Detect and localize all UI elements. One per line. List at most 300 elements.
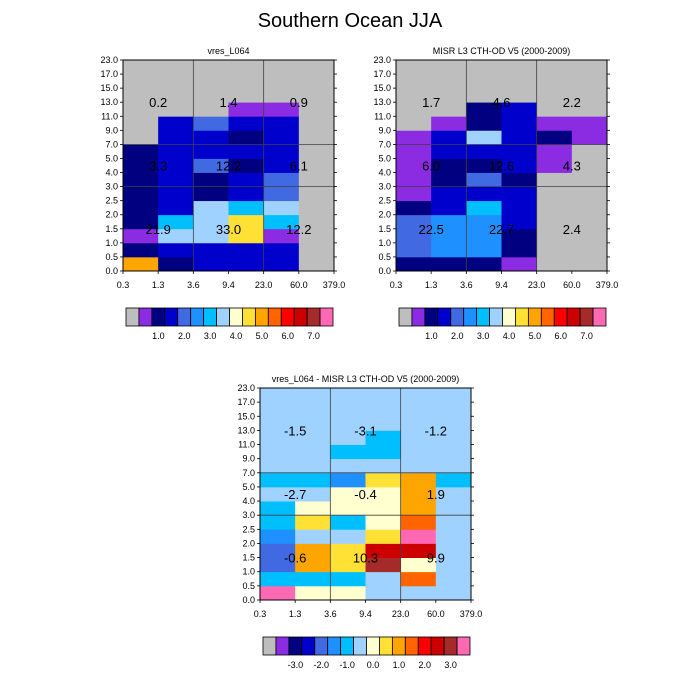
x-tick-label: 9.4 [222,280,235,290]
x-tick-label: 3.6 [324,609,337,619]
heatmap-cell [295,445,331,460]
heatmap-cell [264,116,300,130]
colorbar-label: -1.0 [339,660,355,670]
heatmap-cell [330,402,366,417]
colorbar-box [165,308,178,326]
heatmap-cell [193,201,229,215]
heatmap-cell [229,201,265,215]
colorbar-box [515,308,528,326]
heatmap-cell [537,74,573,88]
heatmap-cell [260,459,296,474]
heatmap-cell [436,572,472,587]
heatmap-cell [123,243,159,257]
y-tick-label: 9.0 [378,125,391,136]
colorbar-box [503,308,516,326]
colorbar-label: 5.0 [528,331,542,341]
heatmap-cell [123,187,159,201]
group-value-label: -0.4 [354,487,377,502]
y-tick-label: 0.5 [105,251,118,262]
group-value-label: 6.0 [422,158,441,174]
heatmap-cell [396,60,432,74]
heatmap-cell [229,130,265,144]
y-tick-label: 23.0 [373,55,391,65]
y-tick-label: 5.0 [378,153,391,164]
heatmap-cell [366,388,402,403]
heatmap-cell [193,243,229,257]
y-tick-label: 17.0 [237,397,255,408]
colorbar-box [152,308,165,326]
group-value-label: -1.2 [424,423,448,439]
heatmap-cell [193,257,229,271]
group-value-label: 1.7 [422,95,441,111]
heatmap-cell [396,201,432,215]
heatmap-cell [436,501,472,516]
heatmap-cell [401,473,437,488]
group-value-label: -3.1 [354,423,377,439]
y-tick-label: 3.0 [378,181,391,192]
heatmap-cell [572,74,608,88]
heatmap-cell [396,144,432,158]
heatmap-cell [466,257,502,271]
heatmap-cell [502,116,538,130]
heatmap-cell [158,173,194,187]
heatmap-cell [466,116,502,130]
colorbar-box [425,308,438,326]
group-value-label: 0.9 [289,95,308,111]
heatmap-cell [431,116,467,130]
y-tick-label: 7.0 [105,139,118,150]
colorbar-box [392,637,405,655]
heatmap-cell [572,243,608,257]
heatmap-cell [401,515,437,530]
group-value-label: 4.3 [562,158,581,174]
colorbar-box [379,637,392,655]
y-tick-label: 2.5 [378,195,391,206]
heatmap-cell [158,130,194,144]
colorbar-box [367,637,380,655]
heatmap-cell [431,201,467,215]
heatmap-cell [330,572,366,587]
heatmap-cell [502,74,538,88]
heatmap-cell [330,445,366,460]
heatmap-cell [295,402,331,417]
colorbar-box [412,308,425,326]
colorbar-box [139,308,152,326]
heatmap-cell [264,257,300,271]
panel-title: vres_L064 [207,46,250,56]
colorbar-box [354,637,367,655]
group-value-label: 22.7 [488,221,515,237]
heatmap-cell [502,60,538,74]
colorbar-box [204,308,217,326]
group-value-label: 2.2 [562,95,581,111]
heatmap-cell [123,257,159,271]
y-tick-label: 3.0 [105,181,118,192]
y-tick-label: 0.0 [242,595,255,605]
heatmap-cell [396,116,432,130]
y-tick-label: 0.5 [242,580,255,591]
colorbar-box [276,637,289,655]
heatmap-cell [299,257,335,271]
colorbar-box [554,308,567,326]
colorbar-box [464,308,477,326]
heatmap-cell [537,257,573,271]
heatmap-cell [502,187,538,201]
x-tick-label: 23.0 [527,280,546,290]
heatmap-cell [193,144,229,158]
y-tick-label: 5.0 [105,153,118,164]
colorbar-box [302,637,315,655]
heatmap-cell [431,60,467,74]
colorbar-label: 1.0 [392,660,406,670]
heatmap-cell [401,402,437,417]
y-tick-label: 9.0 [105,125,118,136]
colorbar-box [541,308,554,326]
colorbar [126,308,333,341]
heatmap-cell [436,445,472,460]
heatmap-cell [123,116,159,130]
x-tick-label: 1.3 [424,280,438,290]
y-tick-label: 2.5 [105,195,118,206]
y-tick-label: 23.0 [100,55,118,65]
heatmap-cell [366,501,402,516]
colorbar-label: 6.0 [281,331,294,341]
heatmap-cell [193,74,229,88]
colorbar-label: 3.0 [476,331,490,341]
heatmap-cell [264,201,300,215]
colorbar-label: 1.0 [152,331,165,341]
y-tick-label: 2.0 [105,209,118,220]
heatmap-cell [158,116,194,130]
heatmap-cell [466,187,502,201]
group-value-label: 3.3 [149,158,168,174]
panel-3 [237,374,482,670]
heatmap-cell [193,173,229,187]
heatmap-cell [299,201,335,215]
heatmap-cell [193,60,229,74]
heatmap-cell [401,501,437,516]
y-tick-label: 2.0 [242,538,255,549]
y-tick-label: 4.0 [378,167,391,178]
heatmap-cell [431,243,467,257]
y-tick-label: 1.0 [105,237,118,248]
heatmap-cell [466,243,502,257]
heatmap-cell [123,201,159,215]
colorbar-label: 4.0 [502,331,516,341]
heatmap-cell [264,243,300,257]
colorbar-box [315,637,328,655]
colorbar-box [457,637,470,655]
colorbar-label: 3.0 [203,331,217,341]
y-tick-label: 7.0 [378,139,391,150]
y-tick-label: 1.5 [105,223,118,234]
heatmap-cell [260,529,296,544]
y-tick-label: 1.0 [378,237,391,248]
heatmap-cell [229,187,265,201]
heatmap-cell [572,130,608,144]
x-tick-label: 0.3 [253,609,267,619]
group-value-label: 2.4 [562,221,581,237]
colorbar-box [528,308,541,326]
colorbar-box [281,308,294,326]
heatmap-cell [366,402,402,417]
heatmap-cell [299,130,335,144]
heatmap-cell [436,473,472,488]
y-tick-label: 17.0 [373,69,391,80]
heatmap-cell [299,60,335,74]
y-tick-label: 11.0 [374,111,391,122]
heatmap-cell [366,459,402,474]
x-tick-label: 379.0 [459,609,483,619]
panel-title: MISR L3 CTH-OD V5 (2000-2009) [432,46,571,56]
heatmap-cell [366,515,402,530]
heatmap-cell [330,529,366,544]
x-tick-label: 9.4 [495,280,508,290]
heatmap-cell [260,388,296,403]
group-value-label: 10.3 [352,550,379,566]
heatmap-cell [466,74,502,88]
x-tick-label: 3.6 [460,280,473,290]
heatmap-cell [229,243,265,257]
group-value-label: 4.6 [492,95,511,111]
x-tick-label: 60.0 [563,280,581,290]
heatmap-cell [260,402,296,417]
y-tick-label: 13.0 [373,97,391,108]
group-value-label: -1.5 [283,423,307,439]
y-tick-label: 3.0 [242,510,255,521]
heatmap-cell [537,116,573,130]
heatmap-cell [436,459,472,474]
heatmap-cell [366,572,402,587]
colorbar-box [593,308,606,326]
heatmap-cell [229,60,265,74]
heatmap-cell [330,501,366,516]
heatmap-cell [330,586,366,601]
y-tick-label: 4.0 [242,496,255,507]
group-value-label: 12.2 [215,158,242,174]
heatmap-cell [158,187,194,201]
y-tick-label: 17.0 [100,69,118,80]
colorbar-box [217,308,230,326]
heatmap-cell [431,257,467,271]
heatmap-cell [537,60,573,74]
heatmap-cell [396,74,432,88]
heatmap-cell [537,187,573,201]
heatmap-cell [396,130,432,144]
heatmap-cell [502,243,538,257]
colorbar-label: 7.0 [580,331,593,341]
heatmap-cell [366,586,402,601]
heatmap-cell [295,473,331,488]
heatmap-cell [502,130,538,144]
heatmap-cell [260,445,296,460]
heatmap-cell [193,187,229,201]
heatmap-cell [401,586,437,601]
y-tick-label: 1.5 [378,223,391,234]
heatmap-cell [229,257,265,271]
heatmap-cell [330,388,366,403]
heatmap-cell [123,130,159,144]
heatmap-cell [295,388,331,403]
group-value-label: 0.2 [149,95,168,111]
colorbar-box [320,308,333,326]
x-tick-label: 60.0 [427,609,445,619]
heatmap-cell [229,74,265,88]
heatmap-cell [330,515,366,530]
group-value-label: 12.6 [488,158,515,174]
heatmap-cell [264,187,300,201]
heatmap-cell [502,201,538,215]
group-value-label: 21.9 [145,221,171,237]
colorbar-box [341,637,354,655]
colorbar-label: -2.0 [313,660,329,670]
heatmap-cell [401,388,437,403]
colorbar-box [328,637,341,655]
y-tick-label: 23.0 [237,383,255,393]
heatmap-cell [264,144,300,158]
heatmap-cell [158,60,194,74]
colorbar-box [431,637,444,655]
heatmap-cell [299,187,335,201]
heatmap-cell [260,586,296,601]
heatmap-cell [401,529,437,544]
heatmap-cell [229,173,265,187]
colorbar-box [405,637,418,655]
heatmap-cell [572,60,608,74]
colorbar-box [191,308,204,326]
heatmap-cell [401,459,437,474]
y-tick-label: 4.0 [105,167,118,178]
x-tick-label: 1.3 [151,280,165,290]
heatmap-cell [264,74,300,88]
y-tick-label: 2.5 [242,524,255,535]
colorbar-box [255,308,268,326]
heatmap-cell [436,388,472,403]
heatmap-cell [158,257,194,271]
heatmap-cell [431,187,467,201]
colorbar-label: 2.0 [450,331,464,341]
group-value-label: 6.1 [289,158,308,174]
heatmap-cell [436,586,472,601]
heatmap-cell [466,144,502,158]
colorbar-box [230,308,243,326]
heatmap-cell [436,515,472,530]
heatmap-cell [537,173,573,187]
heatmap-cell [264,173,300,187]
heatmap-cell [299,74,335,88]
heatmap-cell [260,473,296,488]
heatmap-cell [466,173,502,187]
heatmap-cell [537,130,573,144]
colorbar-box [289,637,302,655]
heatmap-cell [299,144,335,158]
heatmap-cell [295,459,331,474]
heatmap-cell [572,187,608,201]
colorbar-box [438,308,451,326]
group-value-label: -0.6 [283,550,307,566]
colorbar-box [580,308,593,326]
heatmap-cell [396,243,432,257]
colorbar-box [451,308,464,326]
heatmap-cell [502,257,538,271]
x-tick-label: 379.0 [595,280,619,290]
y-tick-label: 5.0 [242,481,255,492]
colorbar-box [399,308,412,326]
heatmap-cell [431,130,467,144]
heatmap-cell [431,173,467,187]
heatmap-cell [572,144,608,158]
y-tick-label: 13.0 [237,425,255,436]
heatmap-cell [401,445,437,460]
colorbar-label: 6.0 [554,331,567,341]
colorbar-box [294,308,307,326]
heatmap-cell [299,173,335,187]
group-value-label: 1.9 [426,487,445,502]
heatmap-cell [466,130,502,144]
heatmap-cell [193,130,229,144]
group-value-label: 33.0 [215,221,242,237]
colorbar-label: 2.0 [418,660,431,670]
colorbar [399,308,606,341]
heatmap-cell [158,144,194,158]
heatmap-cell [366,529,402,544]
colorbar-label: 0.0 [366,660,380,670]
heatmap-cell [466,60,502,74]
heatmap-cell [572,116,608,130]
y-tick-label: 11.0 [101,111,118,122]
colorbar-box [268,308,281,326]
x-tick-label: 60.0 [290,280,308,290]
heatmap-cell [537,243,573,257]
colorbar-box [477,308,490,326]
y-tick-label: 0.0 [105,266,118,276]
colorbar-box [567,308,580,326]
y-tick-label: 1.5 [242,552,255,563]
y-tick-label: 11.0 [238,439,255,450]
heatmap-cell [260,501,296,516]
colorbar [263,637,470,670]
x-tick-label: 9.4 [359,609,372,619]
group-value-label: 9.9 [426,550,445,566]
heatmap-cell [401,572,437,587]
heatmap-cell [396,173,432,187]
x-tick-label: 0.3 [389,280,403,290]
heatmap-cell [330,459,366,474]
colorbar-box [444,637,457,655]
colorbar-box [242,308,255,326]
heatmap-cell [502,173,538,187]
y-tick-label: 15.0 [373,83,391,94]
heatmap-cell [537,144,573,158]
heatmap-cell [123,74,159,88]
heatmap-cell [502,144,538,158]
y-tick-label: 7.0 [242,467,255,478]
x-tick-label: 1.3 [288,609,302,619]
heatmap-cell [396,187,432,201]
colorbar-box [178,308,191,326]
colorbar-label: 3.0 [444,660,457,670]
y-tick-label: 15.0 [100,83,118,94]
x-tick-label: 23.0 [391,609,410,619]
heatmap-cell [366,473,402,488]
colorbar-label: 4.0 [229,331,243,341]
colorbar-label: 2.0 [177,331,191,341]
y-tick-label: 15.0 [237,411,255,422]
heatmap-cell [572,201,608,215]
heatmap-cell [572,173,608,187]
heatmap-cell [572,257,608,271]
heatmap-cell [193,116,229,130]
